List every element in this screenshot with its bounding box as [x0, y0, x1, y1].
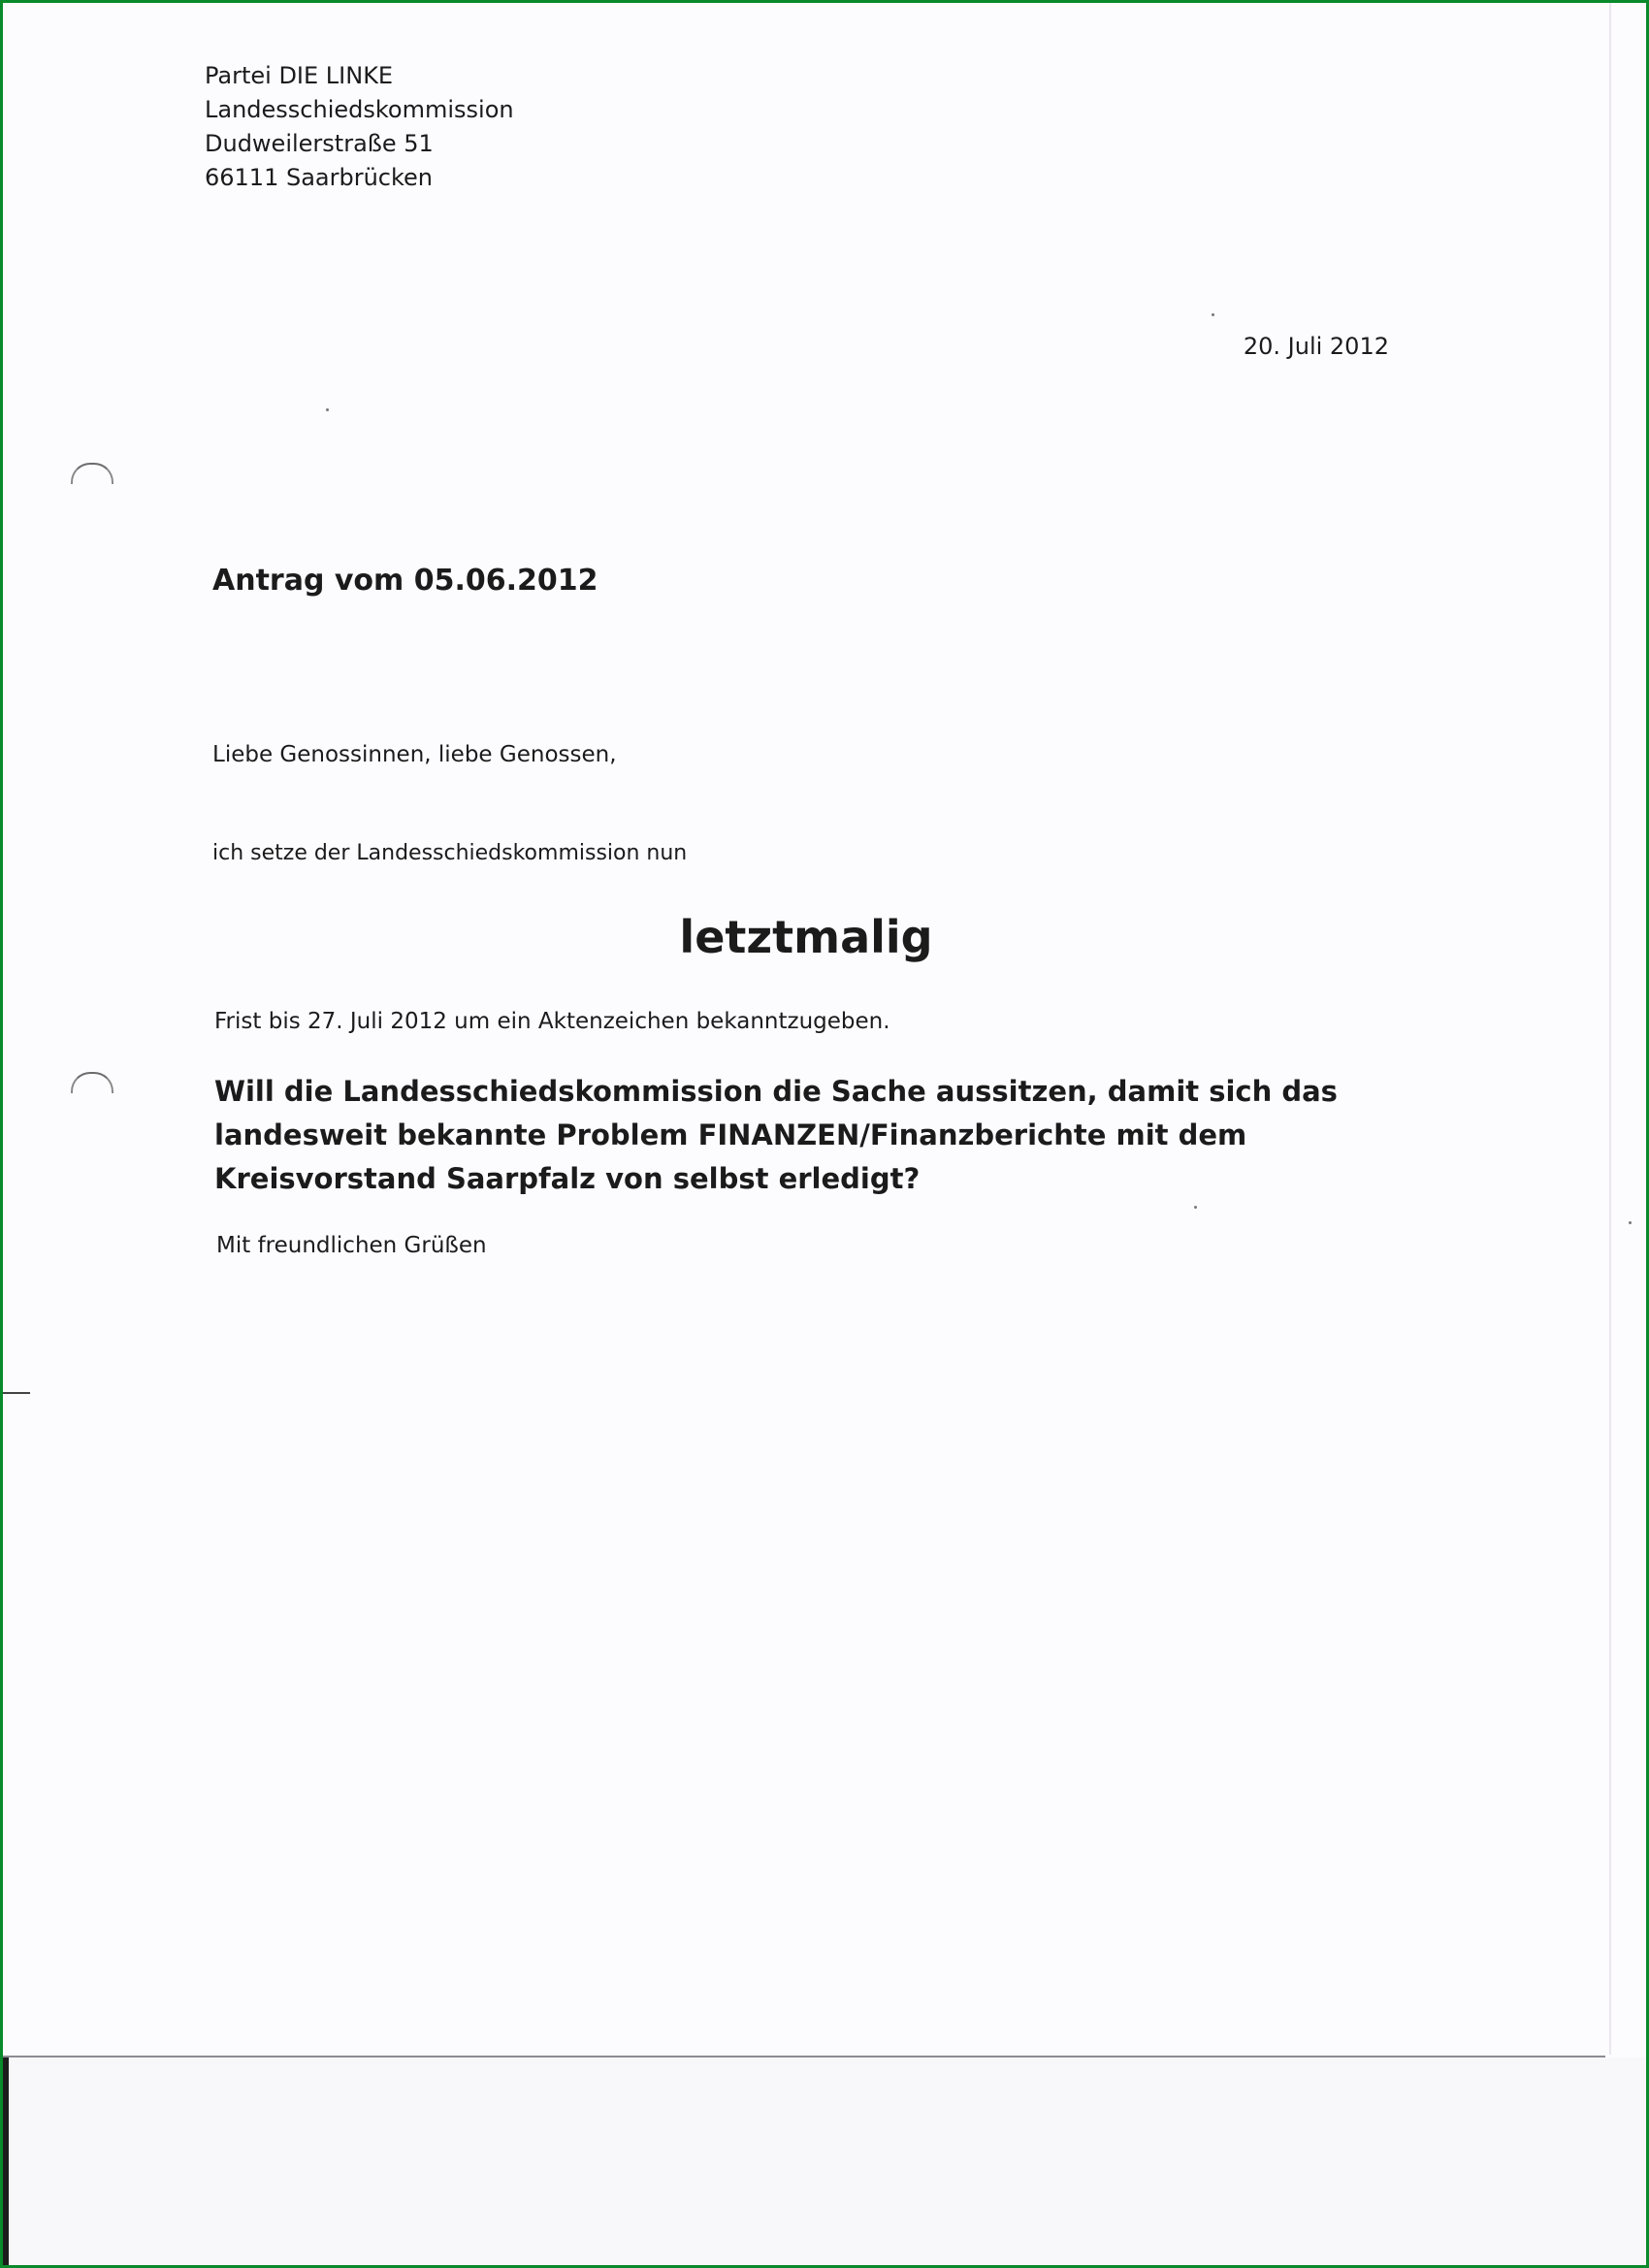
sender-line: Partei DIE LINKE: [205, 62, 394, 89]
scan-shadow: [3, 2057, 9, 2268]
closing-greeting: Mit freundlichen Grüßen: [216, 1233, 487, 1258]
dust-speck: [1629, 1221, 1632, 1224]
deadline-sentence: Frist bis 27. Juli 2012 um ein Aktenzeichen bekanntzugeben.: [214, 1009, 890, 1034]
dust-speck: [1194, 1206, 1197, 1209]
page-edge-right: [1609, 3, 1611, 2055]
sender-line: Landesschiedskommission: [205, 96, 514, 123]
letter-date: 20. Juli 2012: [1243, 333, 1389, 360]
sender-line: 66111 Saarbrücken: [205, 164, 434, 191]
scanner-background: [3, 2057, 1649, 2268]
subject-line: Antrag vom 05.06.2012: [212, 564, 598, 598]
sender-address: [205, 59, 514, 195]
fold-mark: [3, 1392, 30, 1394]
question-paragraph: Will die Landesschiedskommission die Sache aussitzen, damit sich das landesweit bekannte Problem FINANZEN/Finanzberichte mit dem Kreisvorstand Saarpfalz von selbst erledigt?: [214, 1075, 1338, 1195]
salutation: Liebe Genossinnen, liebe Genossen,: [212, 742, 617, 767]
dust-speck: [1212, 313, 1214, 316]
dust-speck: [326, 408, 329, 411]
sender-line: Dudweilerstraße 51: [205, 130, 434, 157]
emphasis-word: letztmalig: [679, 911, 933, 963]
body-intro: ich setze der Landesschiedskommission nun: [212, 841, 688, 865]
punch-hole-bottom: [71, 1072, 113, 1093]
punch-hole-top: [71, 463, 113, 484]
